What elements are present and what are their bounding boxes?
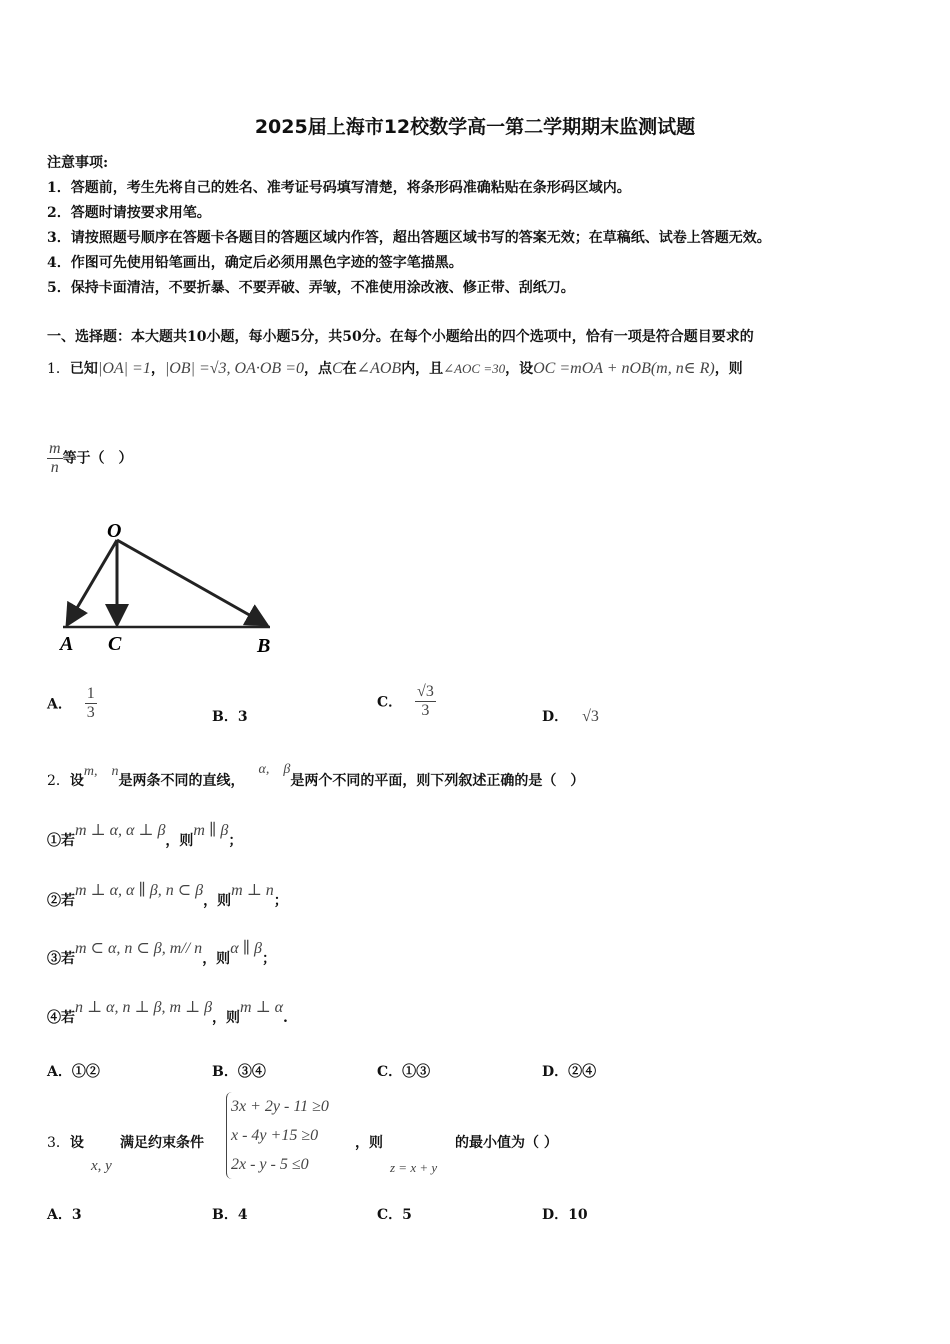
- vector-ob: [117, 540, 267, 625]
- option-label: B．: [212, 1207, 238, 1223]
- option-value: ①②: [71, 1064, 100, 1080]
- option-label: A．: [47, 1064, 72, 1080]
- option-d[interactable]: [542, 706, 599, 726]
- q2-text: 设: [69, 773, 84, 789]
- statement-condition: n ⊥ α, n ⊥ β, m ⊥ β: [75, 999, 213, 1016]
- q2-text: 是两个不同的平面，则下列叙述正确的是（ ）: [290, 773, 585, 789]
- q3-variables: x, y: [91, 1158, 112, 1174]
- denominator: 3: [86, 704, 95, 721]
- option-a[interactable]: [47, 1204, 82, 1224]
- point-label-b: B: [257, 635, 271, 657]
- option-b[interactable]: [212, 1061, 266, 1081]
- q1-math: |OB| =√3, OA·OB =0: [164, 360, 304, 377]
- notice-item: 1．答题前，考生先将自己的姓名、准考证号码填写清楚，将条形码准确粘贴在条形码区域内。: [47, 180, 631, 196]
- q1-text: ，设: [505, 361, 534, 377]
- option-c[interactable]: [377, 1061, 430, 1081]
- question-number: 1．: [47, 361, 70, 377]
- fraction: [85, 685, 97, 722]
- option-label: A．: [47, 696, 72, 713]
- option-c[interactable]: [377, 683, 436, 720]
- option-label: D．: [542, 1064, 569, 1080]
- notice-item: 2．答题时请按要求用笔。: [47, 205, 211, 221]
- option-value: 5: [402, 1207, 412, 1223]
- question-3-stem: [47, 1132, 84, 1152]
- q3-text: 的最小值为（ ）: [455, 1135, 558, 1151]
- q3-text: 满足约束条件: [120, 1135, 204, 1151]
- option-b[interactable]: [212, 706, 248, 726]
- notice-item: 4．作图可先使用铅笔画出，确定后必须用黑色字迹的签字笔描黑。: [47, 255, 463, 271]
- q1-text: ，则: [714, 361, 743, 377]
- option-value: 4: [237, 1207, 248, 1223]
- statement-result: m ⊥ n: [231, 882, 274, 899]
- q2-math: α, β: [258, 762, 291, 777]
- q3-text: 设: [69, 1135, 84, 1151]
- q2-math: m, n: [83, 764, 119, 779]
- option-value: 10: [568, 1207, 588, 1223]
- q2-text: 是两条不同的直线，: [118, 773, 245, 789]
- notice-item: 5．保持卡面清洁，不要折暴、不要弄破、弄皱，不准使用涂改液、修正带、刮纸刀。: [47, 280, 575, 296]
- q1-math: ∠AOB: [356, 360, 402, 377]
- statement-label: ④若: [47, 1010, 75, 1026]
- option-value: 3: [71, 1207, 82, 1223]
- q1-text: 等于（ ）: [62, 450, 133, 467]
- statement-3: [47, 940, 276, 968]
- q1-math: ∠AOC =30: [443, 361, 506, 376]
- constraint: 3x + 2y - 11 ≥0: [231, 1098, 329, 1115]
- q1-text: 已知: [69, 361, 98, 377]
- q1-text: ，: [150, 361, 165, 377]
- question-number: 2．: [47, 773, 70, 789]
- statement-2: [47, 882, 288, 910]
- statement-label: ①若: [47, 833, 75, 849]
- fraction: [47, 440, 63, 477]
- statement-text: ；: [228, 833, 243, 849]
- option-b[interactable]: [212, 1204, 248, 1224]
- q1-math: OC =mOA + nOB(m, n∈ R): [533, 360, 715, 377]
- option-value: ②④: [568, 1064, 597, 1080]
- section-heading: 一、选择题：本大题共10小题，每小题5分，共50分。在每个小题给出的四个选项中，恰有一项是符合题目要求的: [47, 329, 754, 345]
- option-c[interactable]: [377, 1204, 412, 1224]
- q1-ratio: [47, 440, 133, 477]
- option-value: ③④: [237, 1064, 266, 1080]
- fraction: [415, 683, 436, 720]
- statement-text: ；: [261, 951, 276, 967]
- statement-condition: m ⊥ α, α ∥ β, n ⊂ β: [75, 882, 204, 899]
- statement-4: [47, 999, 288, 1027]
- constraint: x - 4y +15 ≥0: [231, 1127, 319, 1144]
- option-a[interactable]: [47, 1061, 100, 1081]
- option-d[interactable]: [542, 1061, 596, 1081]
- statement-label: ②若: [47, 893, 75, 909]
- point-label-a: A: [60, 633, 74, 655]
- vector-oa: [67, 540, 117, 625]
- constraint-system: [226, 1092, 329, 1179]
- statement-text: ，则: [165, 833, 194, 849]
- statement-text: ，则: [212, 1010, 241, 1026]
- option-label: D．: [542, 1207, 569, 1223]
- denominator: n: [50, 459, 59, 476]
- statement-text: ，则: [202, 951, 231, 967]
- q1-text: 在: [342, 361, 357, 377]
- statement-text: ，则: [203, 893, 232, 909]
- q3-text: ，则: [355, 1135, 383, 1151]
- statement-label: ③若: [47, 951, 75, 967]
- option-d[interactable]: [542, 1204, 588, 1224]
- objective-function: z = x + y: [390, 1160, 438, 1175]
- option-label: A．: [47, 1207, 72, 1223]
- point-label-o: O: [107, 520, 122, 542]
- denominator: 3: [421, 702, 430, 719]
- statement-condition: m ⊂ α, n ⊂ β, m// n: [75, 940, 203, 957]
- option-label: C．: [377, 694, 403, 711]
- option-label: D．: [542, 709, 569, 725]
- statement-result: m ∥ β: [193, 822, 229, 839]
- option-label: C．: [377, 1064, 403, 1080]
- q1-text: ，点: [304, 361, 332, 377]
- q1-math: C: [332, 360, 343, 377]
- triangle-figure: [55, 515, 285, 660]
- option-label: B．: [212, 709, 238, 725]
- point-label-c: C: [108, 633, 122, 655]
- statement-text: .: [283, 1010, 288, 1026]
- question-2-stem: [47, 762, 585, 790]
- numerator: m: [49, 440, 61, 457]
- option-value: √3: [582, 708, 599, 725]
- option-a[interactable]: [47, 685, 97, 722]
- numerator: 1: [86, 685, 95, 702]
- option-value: 3: [237, 709, 248, 725]
- statement-result: α ∥ β: [230, 940, 262, 957]
- statement-condition: m ⊥ α, α ⊥ β: [75, 822, 166, 839]
- q1-text: 内，且: [401, 361, 444, 377]
- statement-text: ；: [273, 893, 288, 909]
- statement-result: m ⊥ α: [240, 999, 284, 1016]
- question-1-stem: [47, 358, 743, 378]
- notice-heading: 注意事项:: [47, 155, 109, 171]
- notice-item: 3．请按照题号顺序在答题卡各题目的答题区域内作答，超出答题区域书写的答案无效；在草稿纸、试卷上答题无效。: [47, 230, 771, 246]
- statement-1: [47, 822, 243, 850]
- question-number: 3．: [47, 1135, 70, 1151]
- option-label: B．: [212, 1064, 238, 1080]
- option-value: ①③: [402, 1064, 431, 1080]
- option-label: C．: [377, 1207, 403, 1223]
- constraint: 2x - y - 5 ≤0: [231, 1156, 309, 1173]
- page-title: 2025届上海市12校数学高一第二学期期末监测试题: [254, 116, 696, 138]
- numerator: √3: [417, 683, 434, 700]
- q1-math: |OA| =1: [97, 360, 151, 377]
